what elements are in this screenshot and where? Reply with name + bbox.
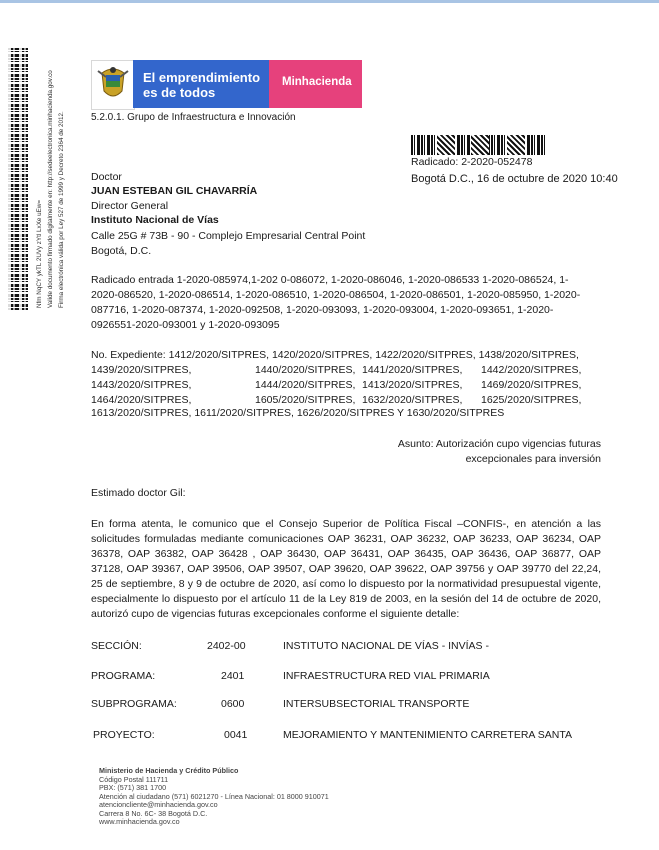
radicado-number: Radicado: 2-2020-052478	[411, 156, 533, 168]
footer-ministry: Ministerio de Hacienda y Crédito Público	[99, 766, 239, 775]
budget-desc: INSTITUTO NACIONAL DE VÍAS - INVÍAS -	[283, 640, 489, 652]
radicado-entrada-line4: 0926551-2020-093001 y 1-2020-093095	[91, 319, 280, 331]
expediente-item: 1439/2020/SITPRES,	[91, 364, 192, 376]
footer-pbx: PBX: (571) 381 1700	[99, 783, 167, 792]
budget-code: 2401	[221, 670, 245, 682]
expediente-item: 1440/2020/SITPRES,	[255, 364, 356, 376]
expediente-line1: No. Expediente: 1412/2020/SITPRES, 1420/2020/SITPRES, 1422/2020/SITPRES, 1438/2020/SITPRES,	[91, 349, 579, 361]
recipient-address: Calle 25G # 73B - 90 - Complejo Empresarial Central Point	[91, 230, 366, 242]
budget-code: 0041	[224, 729, 248, 741]
budget-desc: INTERSUBSECTORIAL TRANSPORTE	[283, 698, 470, 710]
coat-of-arms-icon	[91, 60, 135, 110]
budget-label: PROGRAMA:	[91, 670, 156, 682]
date-line: Bogotá D.C., 16 de octubre de 2020 10:40	[411, 173, 618, 185]
budget-desc: MEJORAMIENTO Y MANTENIMIENTO CARRETERA SANTA	[283, 729, 572, 741]
greeting: Estimado doctor Gil:	[91, 487, 186, 499]
logo-brand	[269, 60, 362, 108]
footer-postal: Código Postal 111711	[99, 774, 169, 784]
budget-code: 2402-00	[207, 640, 246, 652]
qr-code-icon	[507, 135, 525, 155]
radicado-entrada-line2: 2020-086520, 1-2020-086514, 1-2020-086510, 1-2020-086504, 1-2020-086501, 1-2020-085950, 1-2020-	[91, 289, 581, 301]
footer-email[interactable]: atencioncliente@minhacienda.gov.co	[99, 800, 218, 809]
expediente-item: 1413/2020/SITPRES,	[362, 379, 463, 391]
footer-website[interactable]: www.minhacienda.gov.co	[99, 817, 180, 826]
top-border-line	[0, 0, 659, 3]
expediente-item: 1625/2020/SITPRES,	[481, 394, 582, 406]
radicado-entrada-line1: Radicado entrada 1-2020-085974,1-202 0-086072, 1-2020-086046, 1-2020-086533 1-2020-086524, 1-	[91, 274, 569, 286]
expediente-item: 1443/2020/SITPRES,	[91, 379, 192, 391]
side-verification-code: Nfm NqCY ykTL 2UVy zYtl LxXe uEw=	[36, 199, 43, 308]
expediente-item: 1632/2020/SITPRES,	[362, 394, 463, 406]
expediente-line5: 1613/2020/SITPRES, 1611/2020/SITPRES, 1626/2020/SITPRES Y 1630/2020/SITPRES	[91, 407, 505, 419]
budget-code: 0600	[221, 698, 245, 710]
budget-label: SUBPROGRAMA:	[91, 698, 177, 710]
logo-slogan	[133, 60, 269, 108]
budget-label: PROYECTO:	[93, 729, 155, 741]
side-validation-url: Valide documento firmado digitalmente en: http://sedeelectronica.minhacienda.gov.co	[47, 70, 54, 308]
footer-atencion: Atención al ciudadano (571) 6021270 - Línea Nacional: 01 8000 910071	[99, 791, 329, 801]
body-paragraph: En forma atenta, le comunico que el Consejo Superior de Política Fiscal –CONFIS-, en atención a las solicitudes formuladas mediante comunicaciones OAP 36231, OAP 36232, OAP 36233, OAP 36234, OAP 36378, OAP 36382, OAP 36428 , OAP 36430, OAP 36431, OAP 36435, OAP 36436, OAP 36877, OAP 37128, OAP 39367, OAP 39506, OAP 39507, OAP 39620, OAP 39622, OAP 39756 y OAP 39770 del 22,24, 25 de septiembre, 8 y 9 de octubre de 2020, así como lo dispuesto por la normatividad presupuestal vigente, especialmente lo dispuesto por el artículo 11 de la Ley 819 de 2003, en la sesión del 14 de octubre de 2020, autorizó cupo de vigencias futuras excepcionales conforme el siguiente detalle:	[91, 518, 601, 620]
expediente-item: 1464/2020/SITPRES,	[91, 394, 192, 406]
recipient-city: Bogotá, D.C.	[91, 245, 152, 257]
recipient-role: Director General	[91, 200, 169, 212]
footer-address: Carrera 8 No. 6C- 38 Bogotá D.C.	[99, 808, 208, 818]
radicado-barcode	[411, 135, 546, 155]
expediente-item: 1605/2020/SITPRES,	[255, 394, 356, 406]
recipient-institution: Instituto Nacional de Vías	[91, 214, 219, 226]
budget-label: SECCIÓN:	[91, 640, 142, 652]
expediente-item: 1469/2020/SITPRES,	[481, 379, 582, 391]
asunto-line2: excepcionales para inversión	[465, 453, 601, 465]
footer-contact	[99, 767, 329, 827]
side-legal-note: Firma electrónica válida por Ley 527 de 1999 y Decreto 2364 de 2012.	[58, 111, 65, 308]
qr-code-icon	[471, 135, 489, 155]
qr-code-icon	[437, 135, 455, 155]
logo-slogan-line2: es de todos	[143, 85, 216, 100]
logo-slogan-line1: El emprendimiento	[143, 70, 261, 85]
logo-brand-text: Minhacienda	[282, 76, 352, 88]
budget-desc: INFRAESTRUCTURA RED VIAL PRIMARIA	[283, 670, 490, 682]
budget-table	[91, 638, 611, 748]
radicado-entrada-line3: 087716, 1-2020-087374, 1-2020-092508, 1-2020-093093, 1-2020-093004, 1-2020-093651, 1-2020-	[91, 304, 554, 316]
expediente-item: 1442/2020/SITPRES,	[481, 364, 582, 376]
recipient-name: JUAN ESTEBAN GIL CHAVARRÍA	[91, 185, 258, 197]
office-name: 5.2.0.1. Grupo de Infraestructura e Innovación	[91, 112, 296, 123]
recipient-salutation: Doctor	[91, 171, 122, 183]
expediente-item: 1444/2020/SITPRES,	[255, 379, 356, 391]
vertical-barcode	[8, 48, 28, 310]
expediente-item: 1441/2020/SITPRES,	[362, 364, 463, 376]
asunto-line1: Asunto: Autorización cupo vigencias futuras	[397, 438, 601, 450]
